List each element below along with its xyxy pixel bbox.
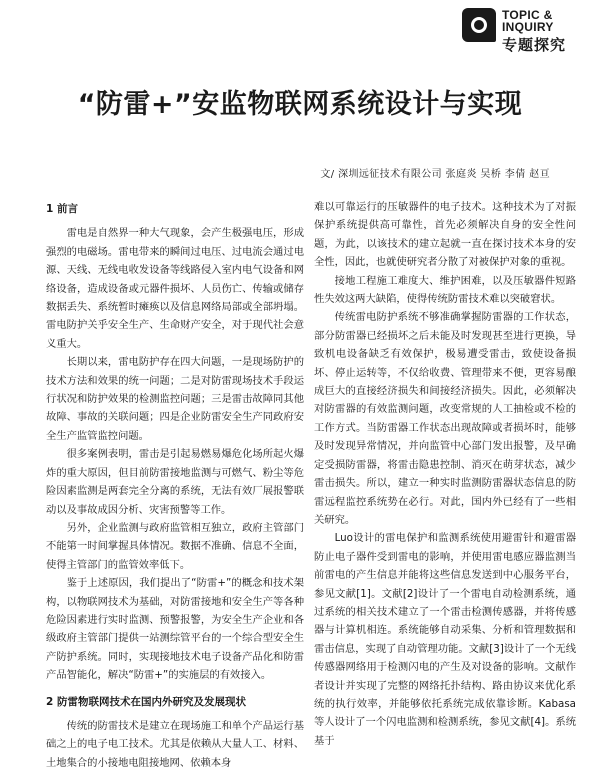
paragraph: 难以可靠运行的压敏器件的电子技术。这种技术为了对振保护系统提供高可靠性，首先必须解决自身的安全性问题，为此，以该技术的建立起就一直在探讨技术本身的安全性，因此，也就使研究者分散了对被保护对象的重视。 [314,201,576,269]
paragraph: 很多案例表明，雷击是引起易燃易爆危化场所起火爆炸的重大原因，但目前防雷接地监测与可燃气、粉尘等危险因素监测是两套完全分离的系统，无法有效厂展报警联动以及事故成因分析、灾害预警等工作。 [46,448,304,516]
paragraph: 传统雷电防护系统不够准确掌握防雷器的工作状态，部分防雷器已经损坏之后未能及时发现甚至进行更换，导致机电设备缺乏有效保护，极易遭受雷击，致使设备损坏、停止运转等，不仅给收费、管理带来不便，更容易酿成巨大的直接经济损失和间接经济损失。因此，必须解决对防雷器的有效监测问题，改变常规的人工抽检或不检的工作方式。当防雷器工作状态出现故障或者损坏时，能够及时发现异常情况，并向监管中心部门发出报警，及早确定受损防雷器，将雷击隐患控制、消灭在萌芽状态，减少雷击损失。所以，建立一种实时监测防雷器状态信息的防雷远程监控系统势在必行。对此，国内外已经有了一些相关研究。 [314,311,576,526]
section-heading-introduction: 1 前言 [46,203,78,215]
right-column [314,198,576,750]
logo-text-line1: TOPIC & [502,8,553,22]
paragraph: 鉴于上述原因，我们提出了“防雷+”的概念和技术架构，以物联网技术为基础，对防雷接地和安全生产等各种危险因素进行实时监测、预警报警，为安全生产企业和各级政府主管部门提供一站测综管平台的一个综合型安全生产防护系统。同时，实现接地技术电子设备产品化和防雷产品智能化，解决“防雷+”的实施层的有效接入。 [46,577,304,682]
logo-text-line3: 专题探究 [502,36,567,54]
section-heading-research-status: 2 防雷物联网技术在国内外研究及发展现状 [46,695,246,708]
article-title: “防雷+”安监物联网系统设计与实现 [77,89,523,120]
paragraph: 传统的防雷技术是建立在现场施工和单个产品运行基础之上的电子电工技术。尤其是依赖从大量人工、材料、土地集合的小接地电阻接地网、依赖本身 [46,719,304,769]
logo-text-line2: INQUIRY [502,20,554,34]
left-column [46,198,304,772]
paragraph: 长期以来，雷电防护存在四大问题，一是现场防护的技术方法和效果的统一问题；二是对防雷现场技术手段运行状况和防护效果的检测监控问题；三是雷击故障同其他故障、事故的关联问题；四是企业防雷安全生产同政府安全生产监管监控问题。 [46,356,304,442]
paragraph: 雷电是自然界一种大气现象，会产生极强电压，形成强烈的电磁场。雷电带来的瞬间过电压、过电流会通过电源、天线、无线电收发设备等线路侵入室内电气设备和网络设备，造成设备或元器件损坏、人员伤亡、传输或储存数据丢失、系统暂时瘫痪以及信息网络局部或全部坍塌。雷电防护关乎安全生产、生命财产安全，对于现代社会意义重大。 [46,227,304,350]
paragraph: 另外，企业监测与政府监管相互独立，政府主管部门不能第一时间掌握具体情况。数据不准确、信息不全面，使得主管部门的监管效率低下。 [46,521,304,571]
topic-inquiry-logo [462,6,586,54]
logo-mark-icon [462,8,496,42]
paragraph: 接地工程施工难度大、维护困难，以及压敏器件短路性失效这两大缺陷，使得传统防雷技术难以突破窘状。 [314,274,576,306]
paragraph: Luo设计的雷电保护和监测系统使用避雷针和避雷器防止电子器件受到雷电的影响，并使用雷电感应器监测当前雷电的产生信息并能将这些信息发送到中心服务平台，参见文献[1]。文献[2]设计了一个雷电自动检测系统，通过系统的相关技术建立了一个雷击检测传感器，并将传感器与计算机相连。系统能够自动采集、分析和管理数据和雷击信息，实现了自动管理功能。文献[3]设计了一个无线传感器网络用于检测闪电的产生及对设备的影响。文献作者设计并实现了完整的网络托扑结构、路由协议来优化系统的执行效率，并能够依托系统完成依靠诊断。Kabasa等人设计了一个闪电监测和检测系统，参见文献[4]。系统基于 [314,532,576,747]
article-byline: 文/ 深圳远征技术有限公司 张庭炎 吴桥 李倩 赵亘 [320,169,550,180]
